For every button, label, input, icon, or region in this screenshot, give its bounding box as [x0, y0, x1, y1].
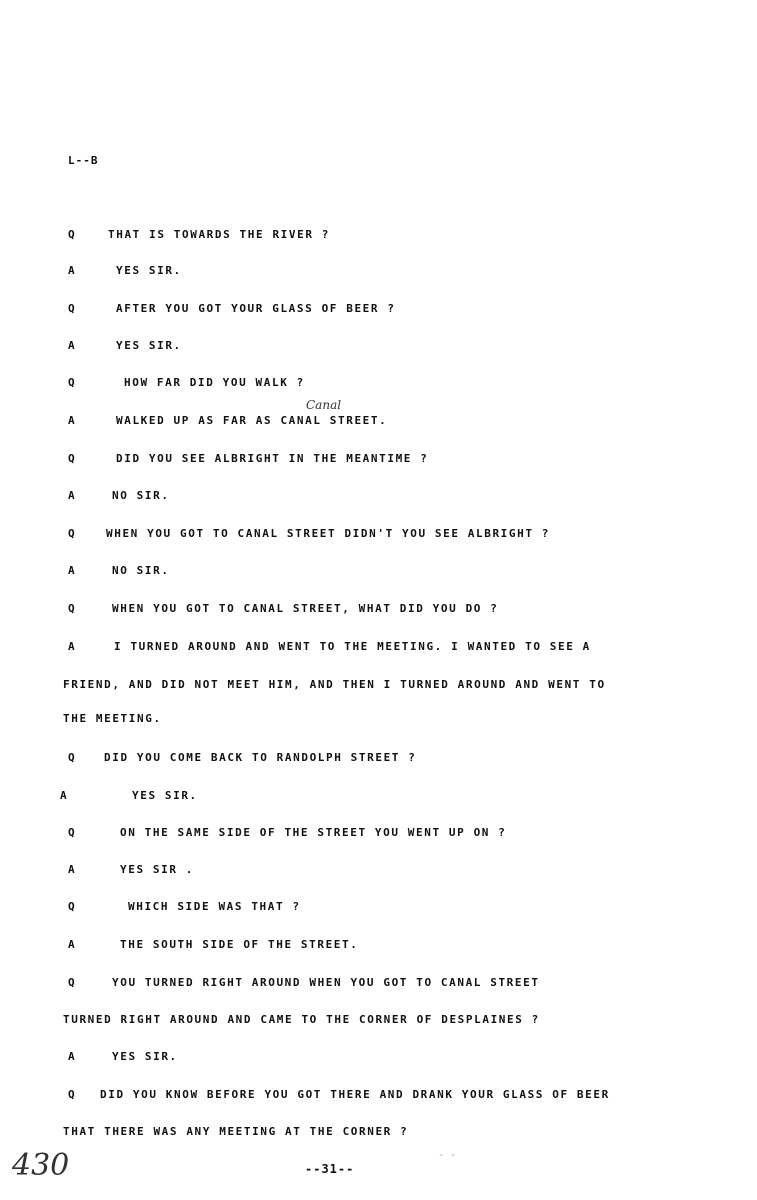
speaker-label: A [68, 339, 77, 352]
transcript-line: WHEN YOU GOT TO CANAL STREET, WHAT DID YOU DO ? [112, 602, 499, 615]
transcript-line: DID YOU SEE ALBRIGHT IN THE MEANTIME ? [116, 452, 429, 465]
speaker-label: A [68, 264, 77, 277]
speaker-label: A [68, 1050, 77, 1063]
handwritten-correction: Canal [306, 398, 342, 412]
speaker-label: Q [68, 527, 77, 540]
transcript-line: DID YOU KNOW BEFORE YOU GOT THERE AND DRANK YOUR GLASS OF BEER [100, 1088, 610, 1101]
transcript-line: WALKED UP AS FAR AS CANAL STREET. [116, 414, 388, 427]
speaker-label: A [68, 414, 77, 427]
handwritten-page-number: 430 [12, 1148, 70, 1183]
speaker-label: A [68, 863, 77, 876]
transcript-line: WHEN YOU GOT TO CANAL STREET DIDN'T YOU SEE ALBRIGHT ? [106, 527, 551, 540]
transcript-line: THAT IS TOWARDS THE RIVER ? [108, 228, 331, 241]
speaker-label: A [68, 564, 77, 577]
speaker-label: A [68, 489, 77, 502]
speaker-label: Q [68, 376, 77, 389]
transcript-line: YES SIR. [116, 339, 182, 352]
transcript-line: THE SOUTH SIDE OF THE STREET. [120, 938, 359, 951]
speaker-label: Q [68, 976, 77, 989]
transcript-line: NO SIR. [112, 564, 170, 577]
transcript-line: YOU TURNED RIGHT AROUND WHEN YOU GOT TO CANAL STREET [112, 976, 540, 989]
speaker-label: Q [68, 602, 77, 615]
transcript-line: I TURNED AROUND AND WENT TO THE MEETING. I WANTED TO SEE A [114, 640, 591, 653]
transcript-line: WHICH SIDE WAS THAT ? [128, 900, 301, 913]
transcript-line: THE MEETING. [63, 712, 162, 725]
speaker-label: Q [68, 302, 77, 315]
speaker-label: Q [68, 452, 77, 465]
page-reference: L--B [68, 154, 99, 167]
transcript-line: YES SIR. [116, 264, 182, 277]
transcript-line: HOW FAR DID YOU WALK ? [124, 376, 305, 389]
transcript-line: YES SIR. [132, 789, 198, 802]
speaker-label: A [68, 938, 77, 951]
speaker-label: Q [68, 228, 77, 241]
transcript-line: DID YOU COME BACK TO RANDOLPH STREET ? [104, 751, 417, 764]
speaker-label: Q [68, 751, 77, 764]
transcript-line: ON THE SAME SIDE OF THE STREET YOU WENT UP ON ? [120, 826, 507, 839]
transcript-line: FRIEND, AND DID NOT MEET HIM, AND THEN I TURNED AROUND AND WENT TO [63, 678, 606, 691]
speaker-label: Q [68, 900, 77, 913]
page-number: --31-- [305, 1162, 355, 1176]
transcript-line: NO SIR. [112, 489, 170, 502]
transcript-line: THAT THERE WAS ANY MEETING AT THE CORNER ? [63, 1125, 409, 1138]
speaker-label: A [68, 640, 77, 653]
transcript-line: AFTER YOU GOT YOUR GLASS OF BEER ? [116, 302, 396, 315]
speaker-label: Q [68, 826, 77, 839]
transcript-line: TURNED RIGHT AROUND AND CAME TO THE CORNER OF DESPLAINES ? [63, 1013, 540, 1026]
transcript-line: YES SIR . [120, 863, 195, 876]
speaker-label: Q [68, 1088, 77, 1101]
speaker-label: A [60, 789, 69, 802]
transcript-line: YES SIR. [112, 1050, 178, 1063]
faint-mark: - - [438, 1150, 457, 1161]
